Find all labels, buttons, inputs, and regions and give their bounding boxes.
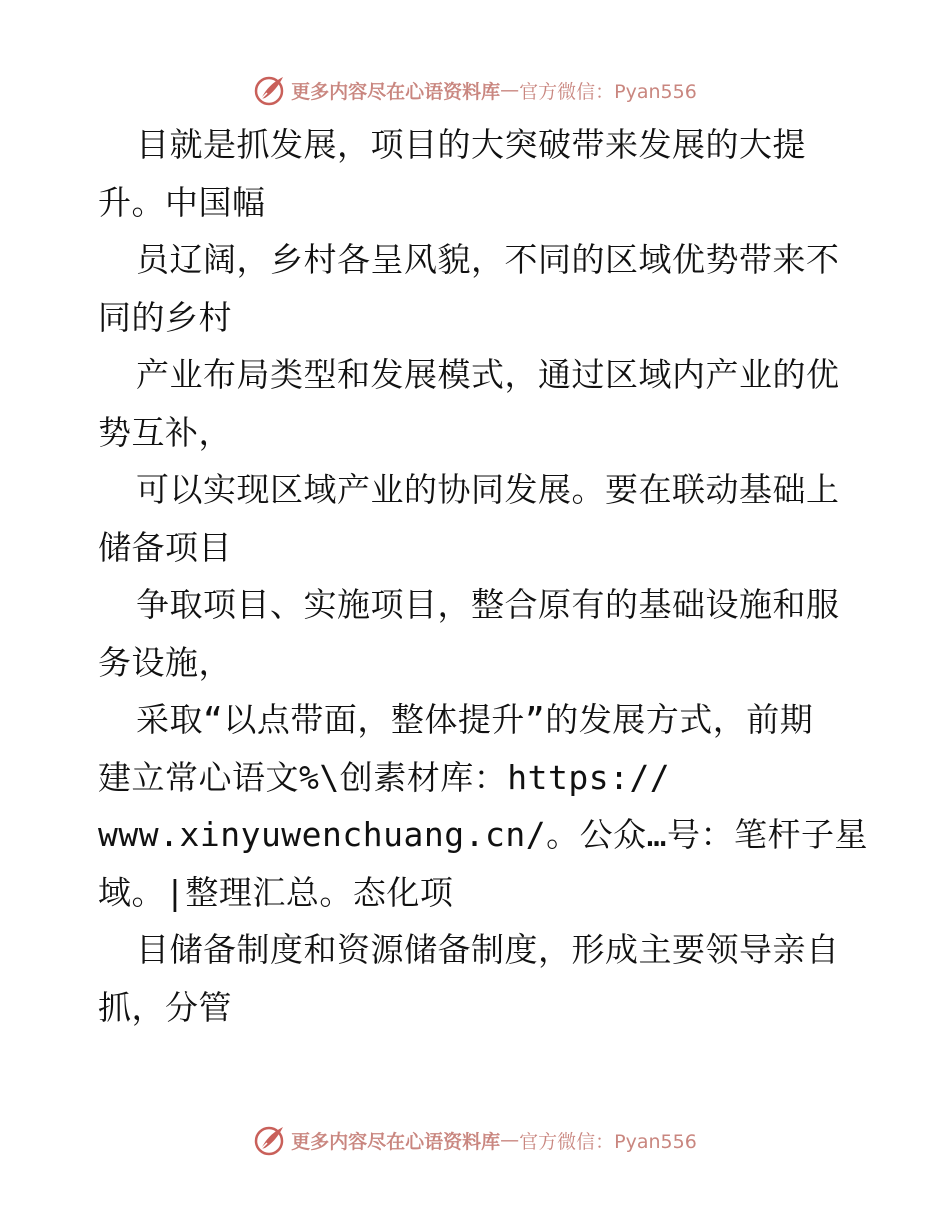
text-line: www.xinyuwenchuang.cn/。公众…号：笔杆子星 [98, 815, 868, 854]
footer-banner [0, 1120, 950, 1160]
banner-title: 更多内容尽在心语资料库 [291, 1130, 501, 1153]
text-line: 目储备制度和资源储备制度，形成主要领导亲自 [136, 930, 840, 969]
text-line: 目就是抓发展，项目的大突破带来发展的大提 [136, 125, 806, 164]
document-body [98, 116, 868, 1036]
text-line: 升。中国幅 [98, 182, 266, 222]
text-line: 势互补， [98, 412, 232, 452]
text-line: 抓，分管 [98, 987, 232, 1027]
banner-wechat: 官方微信：Pyan556 [519, 80, 697, 103]
banner-title: 更多内容尽在心语资料库 [291, 80, 501, 103]
text-line: 争取项目、实施项目，整合原有的基础设施和服 [136, 585, 840, 624]
text-line: 域。|整理汇总。态化项 [98, 872, 454, 912]
text-line: 同的乡村 [98, 297, 232, 337]
text-line: 采取“以点带面，整体提升”的发展方式，前期 [136, 700, 814, 739]
text-line: 务设施， [98, 642, 232, 682]
text-line: 员辽阔，乡村各呈风貌，不同的区域优势带来不 [136, 240, 840, 279]
text-line: 建立常心语文%\创素材库：https:// [98, 757, 671, 797]
text-line: 储备项目 [98, 527, 232, 567]
header-banner [0, 70, 950, 110]
text-line: 产业布局类型和发展模式，通过区域内产业的优 [136, 355, 840, 394]
text-line: 可以实现区域产业的协同发展。要在联动基础上 [136, 470, 840, 509]
banner-separator: — [500, 1129, 520, 1151]
quill-pen-logo-icon [253, 73, 287, 107]
banner-separator: — [500, 79, 520, 101]
banner-wechat: 官方微信：Pyan556 [519, 1130, 697, 1153]
quill-pen-logo-icon [253, 1123, 287, 1157]
